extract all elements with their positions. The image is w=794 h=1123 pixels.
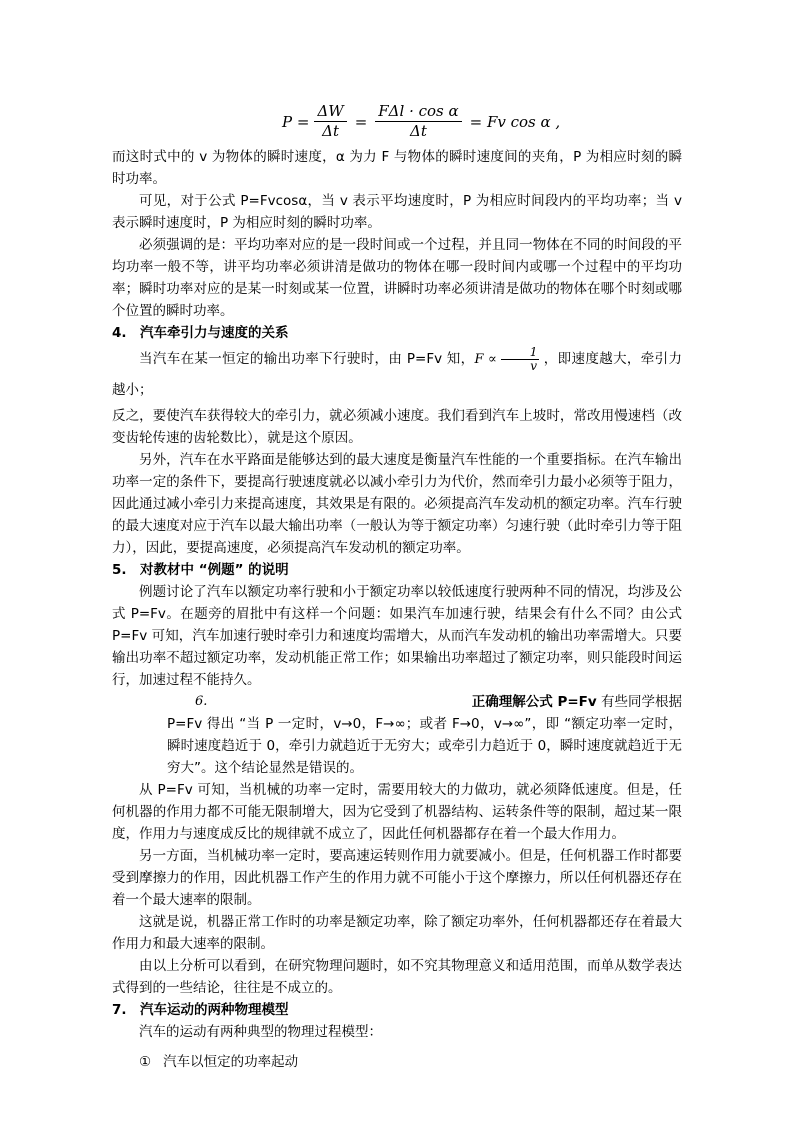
- heading-section-7: 7. 汽车运动的两种物理模型: [112, 1002, 289, 1018]
- paragraph-emphasis: 必须强调的是：平均功率对应的是一段时间或一个过程，并且同一物体在不同的时间段的平均功率一般不等，讲平均功率必须讲清是做功的物体在哪一段时间内或哪一个过程中的平均功率；瞬时功率对应的是某一时刻或某一位置，讲瞬时功率必须讲清是做功的物体在哪个时刻或哪个位置的瞬时功率。: [112, 237, 682, 319]
- section-6-tail: 有些同学根据: [596, 694, 682, 710]
- list-item-marker: ①: [139, 1054, 152, 1070]
- inline-fraction-1-over-v: [501, 346, 540, 373]
- paragraph-max-speed: 另外，汽车在水平路面是能够达到的最大速度是衡量汽车性能的一个重要指标。在汽车输出功率一定的条件下，要提高行驶速度就必以减小牵引力为代价，然而牵引力最小必须等于阻力，因此通过减小牵引力来提高速度，其效果是有限的。必须提高汽车发动机的额定功率。汽车行驶的最大速度对应于汽车以最大输出功率（一般认为等于额定功率）匀速行驶（此时牵引力等于阻力），因此，要提高速度，必须提高汽车发动机的额定功率。: [112, 452, 682, 556]
- p4-text-a: 当汽车在某一恒定的输出功率下行驶时，由 P=Fv 知，: [139, 351, 475, 367]
- paragraph-max-force: 从 P=Fv 可知，当机械的功率一定时，需要用较大的力做功，就必须降低速度。但是，任何机器的作用力都不可能无限制增大，因为它受到了机器结构、运转条件等的限制，超过某一限度，作用力与速度成反比的规律就不成立了，因此任何机器都存在着一个最大作用力。: [112, 782, 682, 842]
- section-6-title-wrap: [472, 691, 682, 713]
- formula-f2-numerator: FΔl · cos α: [375, 102, 461, 122]
- paragraph-example: 例题讨论了汽车以额定功率行驶和小于额定功率以较低速度行驶两种不同的情况，均涉及公式 P=Fv。在题旁的眉批中有这样一个问题：如果汽车加速行驶，结果会有什么不同？由公式 P=Fv 可知，汽车加速行驶时牵引力和速度均需增大，从而汽车发动机的输出功率需增大。只要输出功率不超过额定功率，发动机能正常工作；如果输出功率超过了额定功率，则只能段时间运行，加速过程不能持久。: [112, 584, 682, 688]
- heading-section-4: 4. 汽车牵引力与速度的关系: [112, 325, 289, 341]
- paragraph-models: 汽车的运动有两种典型的物理过程模型：: [139, 1024, 382, 1040]
- section-6-number: 6.: [195, 694, 208, 709]
- section-6-line: [112, 691, 682, 713]
- formula-fraction-1: [314, 102, 346, 141]
- list-item-text: 汽车以恒定的功率起动: [163, 1054, 299, 1070]
- power-formula: [112, 100, 682, 146]
- heading-section-5: 5. 对教材中 “例题” 的说明: [112, 562, 289, 578]
- inline-fraction-numerator: 1: [501, 346, 540, 360]
- paragraph-conclusion: 由以上分析可以看到，在研究物理问题时，如不究其物理意义和适用范围，而单从数学表达式得到的一些结论，往往是不成立的。: [112, 958, 682, 996]
- formula-f2-denominator: Δt: [410, 122, 427, 140]
- list-item-constant-power: [112, 1051, 682, 1073]
- paragraph-instant-velocity: 而这时式中的 v 为物体的瞬时速度，α 为力 F 与物体的瞬时速度间的夹角，P 为相应时刻的瞬时功率。: [112, 149, 682, 187]
- inline-fraction-denominator: v: [530, 358, 537, 373]
- paragraph-average-vs-instant: 可见，对于公式 P=Fvcosα，当 v 表示平均速度时，P 为相应时间段内的平均功率；当 v 表示瞬时速度时，P 为相应时刻的瞬时功率。: [112, 193, 682, 231]
- paragraph-rated-power: 这就是说，机器正常工作时的功率是额定功率，除了额定功率外，任何机器都还存在着最大作用力和最大速率的限制。: [112, 914, 682, 952]
- formula-f1-numerator: ΔW: [314, 102, 346, 122]
- paragraph-max-rate: 另一方面，当机械功率一定时，要高速运转则作用力就要减小。但是，任何机器工作时都要受到摩擦力的作用，因此机器工作产生的作用力就不可能小于这个摩擦力，所以任何机器还存在着一个最大速率的限制。: [112, 848, 682, 908]
- p4-text-b: ，即速度越大，牵引力越小；: [112, 351, 682, 398]
- section-6-quote: P=Fv 得出 “当 P 一定时，v→0，F→∞；或者 F→0，v→∞”，即 “额定功率一定时，瞬时速度趋近于 0，牵引力就趋近于无穷大；或牵引力趋近于 0，瞬时速度就趋近于无穷大”。这个结论显然是错误的。: [167, 716, 682, 776]
- formula-f1-denominator: Δt: [322, 122, 339, 140]
- formula-equals: =: [354, 112, 368, 131]
- document-page: [112, 100, 682, 1073]
- formula-lhs: P =: [282, 112, 310, 131]
- paragraph-uphill: 反之，要使汽车获得较大的牵引力，就必须减小速度。我们看到汽车上坡时，常改用慢速档（改变齿轮传速的齿轮数比），就是这个原因。: [112, 408, 682, 446]
- paragraph-traction-speed: [112, 344, 682, 405]
- section-6-title: 正确理解公式 P=Fv: [471, 694, 597, 710]
- p4-proportional: F ∝: [474, 352, 497, 367]
- formula-fraction-2: [375, 102, 461, 141]
- formula-rhs: = Fv cos α ,: [469, 112, 561, 131]
